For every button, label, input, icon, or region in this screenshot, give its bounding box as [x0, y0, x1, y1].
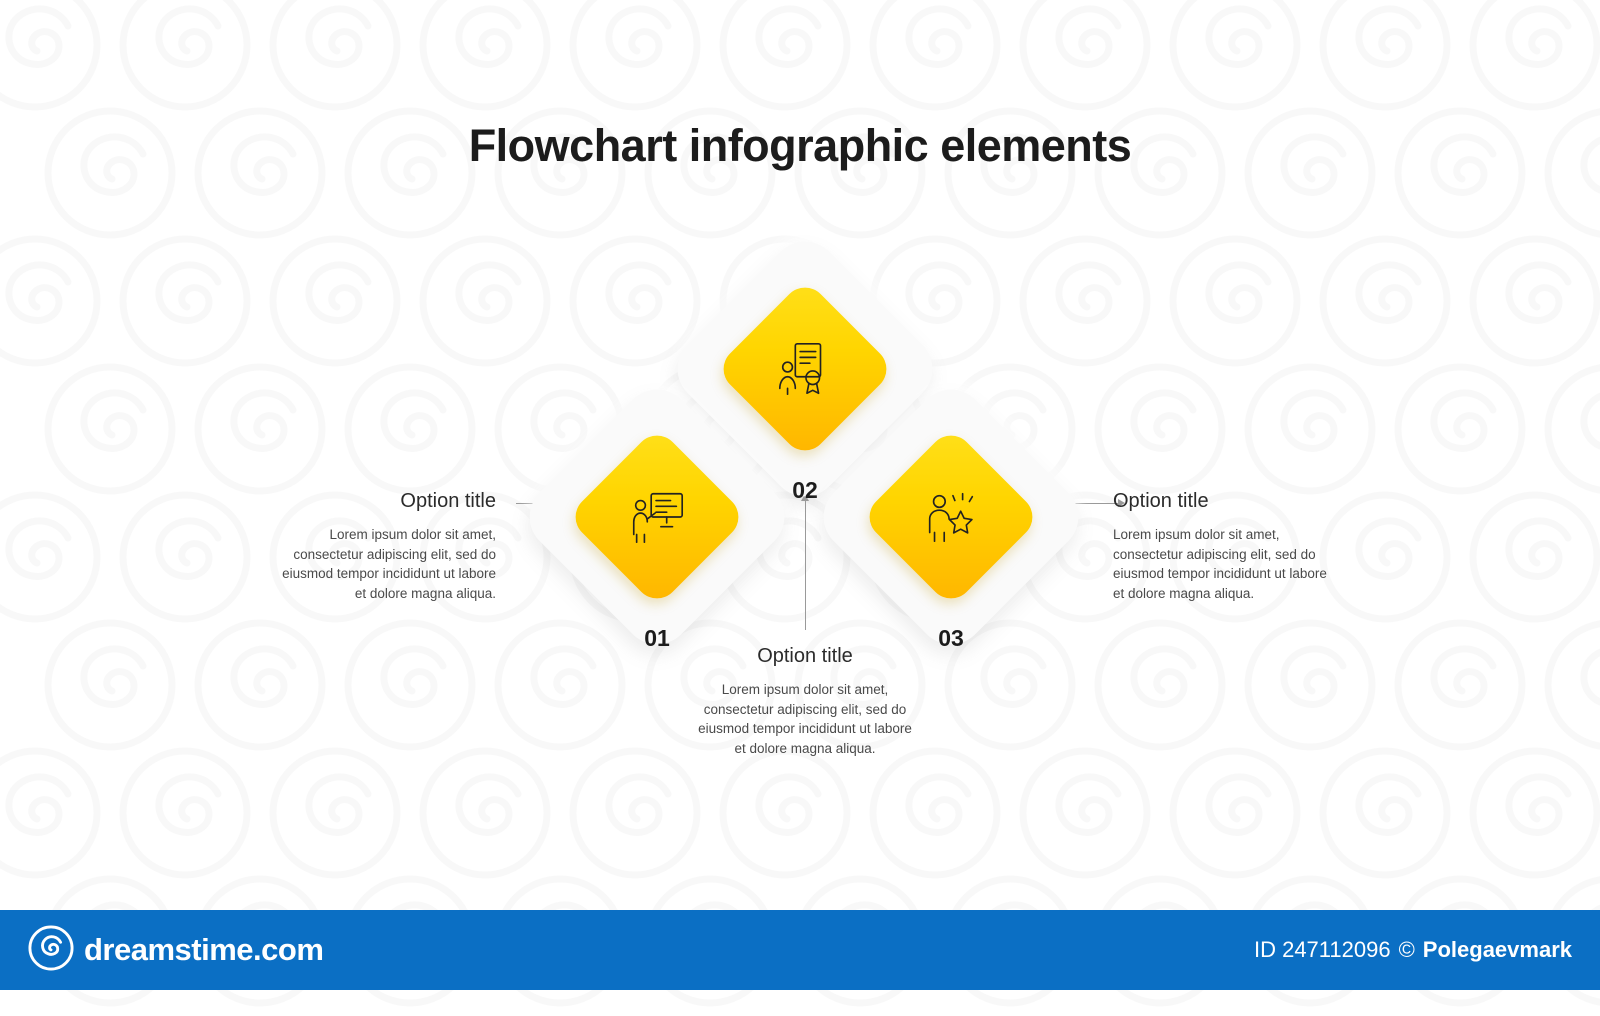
certificate-award-icon: [741, 305, 869, 433]
caption-02: [697, 645, 913, 758]
flow-node-03[interactable]: [851, 417, 1051, 651]
caption-body-03: Lorem ipsum dolor sit amet, consectetur adipiscing elit, sed do eiusmod tempor incididunt ut labore et dolore magna aliqua.: [1113, 527, 1327, 601]
copyright-icon: ©: [1398, 937, 1415, 962]
flow-node-01[interactable]: [557, 417, 757, 651]
footer-brand-text: dreamstime.com: [84, 932, 324, 967]
caption-03: [1113, 490, 1329, 603]
caption-01: [280, 490, 496, 603]
footer-bar: [0, 910, 1600, 990]
presentation-speaker-icon: [593, 453, 721, 581]
caption-title-02: Option title: [757, 645, 853, 667]
caption-title-03: Option title: [1113, 490, 1209, 512]
footer-brand[interactable]: [28, 925, 323, 976]
dreamstime-spiral-logo: [28, 925, 74, 976]
page-title: Flowchart infographic elements: [468, 120, 1132, 171]
caption-body-02: Lorem ipsum dolor sit amet, consectetur adipiscing elit, sed do eiusmod tempor incididunt ut labore et dolore magna aliqua.: [698, 682, 912, 756]
connector-line-02: [805, 500, 806, 630]
footer-author: Polegaevmark: [1422, 937, 1572, 962]
footer-credit: [1254, 937, 1572, 963]
caption-body-01: Lorem ipsum dolor sit amet, consectetur adipiscing elit, sed do eiusmod tempor incididunt ut labore et dolore magna aliqua.: [282, 527, 496, 601]
node-number-02: 02: [792, 477, 818, 503]
person-star-rating-icon: [887, 453, 1015, 581]
node-number-01: 01: [644, 625, 670, 651]
node-number-03: 03: [938, 625, 964, 651]
footer-image-id: ID 247112096: [1253, 937, 1391, 962]
caption-title-01: Option title: [400, 490, 496, 512]
